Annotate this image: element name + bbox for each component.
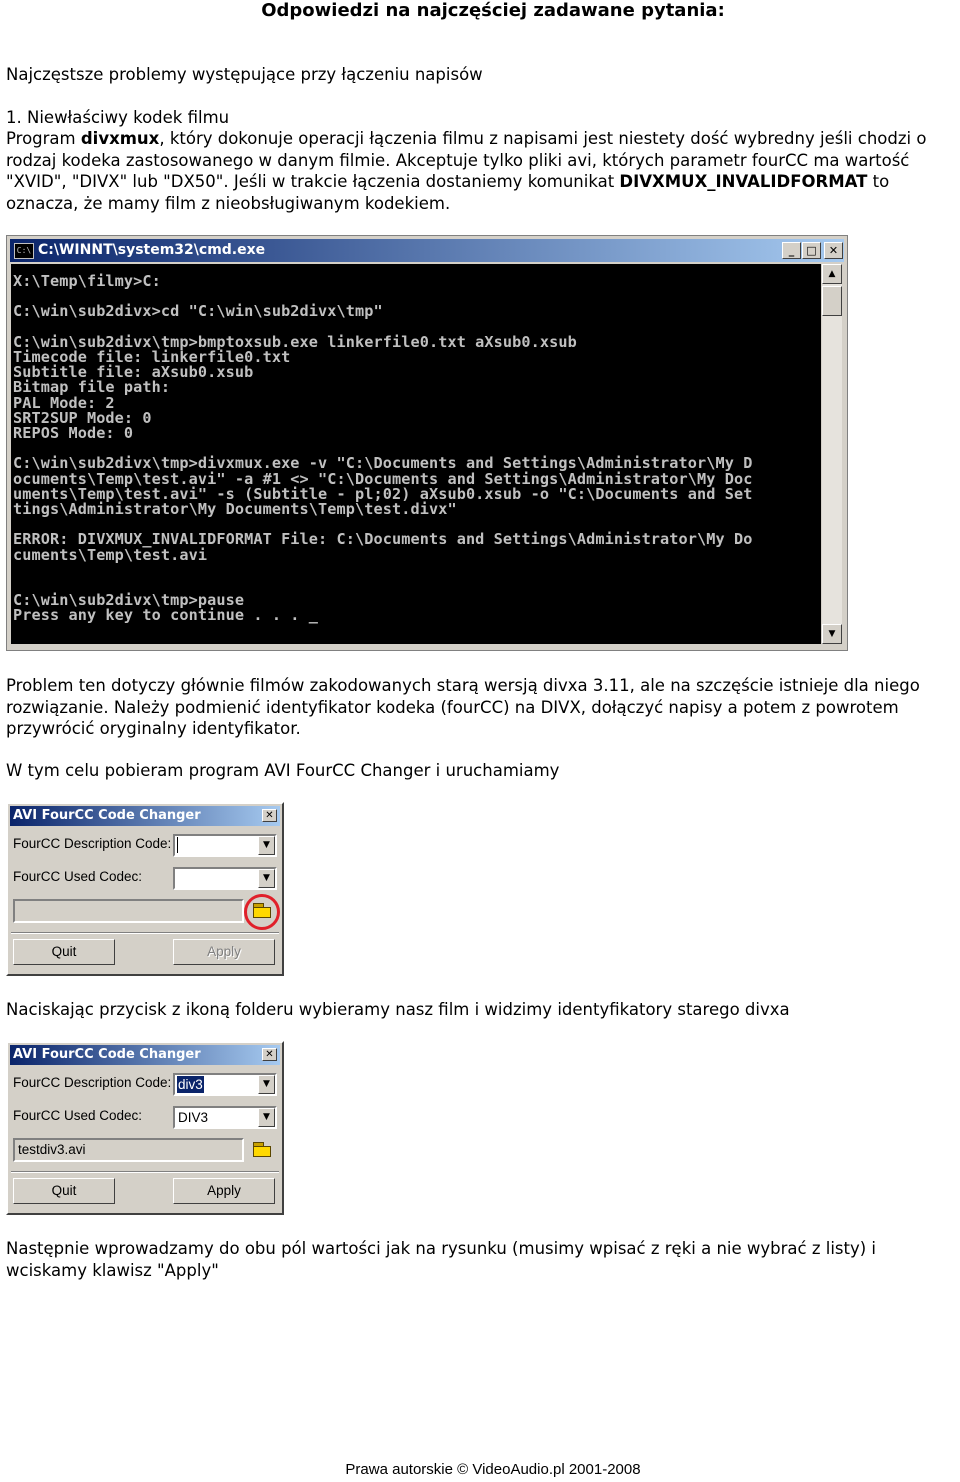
file-path-field [13, 899, 244, 923]
description-code-combo[interactable] [173, 834, 277, 857]
cmd-titlebar [10, 239, 844, 262]
console-scrollbar[interactable] [822, 264, 842, 644]
minimize-icon[interactable]: _ [782, 242, 801, 259]
paragraph-download: W tym celu pobieram program AVI FourCC Changer i uruchamiamy [6, 761, 560, 780]
fourcc-dialog-loaded [6, 1041, 284, 1215]
paragraph-problem: Problem ten dotyczy głównie filmów zakodowanych starą wersją divxa 3.11, ale na szczęście istnieje dla niego rozwiązanie. Należy podmienić identyfikator kodeka (fourCC) na DIVX, dołączyć napisy a potem z powrotem przywrócić oryginalny identyfikator. [6, 676, 920, 738]
dialog-title: AVI FourCC Code Changer [13, 808, 201, 823]
cmd-title: C:\WINNT\system32\cmd.exe [38, 242, 266, 258]
dialog-titlebar [10, 806, 280, 826]
dialog-title: AVI FourCC Code Changer [13, 1047, 201, 1062]
description-code-value [177, 837, 180, 853]
console-line: ocuments\Temp\test.avi" -a #1 <> "C:\Documents and Settings\Administrator\My Doc [13, 469, 753, 488]
used-codec-combo[interactable] [173, 867, 277, 890]
copyright-footer: Prawa autorskie © VideoAudio.pl 2001-2008 [345, 1461, 641, 1478]
apply-button[interactable]: Apply [173, 1178, 275, 1204]
console-line: C:\win\sub2divx\tmp>bmptoxsub.exe linkerfile0.txt aXsub0.xsub [13, 332, 577, 351]
description-code-combo[interactable] [173, 1073, 277, 1096]
paragraph-apply: Następnie wprowadzamy do obu pól wartości jak na rysunku (musimy wpisać z ręki a nie wybrać z listy) i wciskamy klawisz "Apply" [6, 1239, 876, 1280]
chevron-down-icon[interactable]: ▼ [258, 836, 275, 855]
intro-text: Najczęstsze problemy występujące przy łączeniu napisów [6, 65, 483, 84]
section1-paragraph: Program divxmux, który dokonuje operacji łączenia filmu z napisami jest niestety dość wybredny jeśli chodzi o rodzaj kodeka zastosowanego w danym filmie. Akceptuje tylko pliki avi, których parametr fourCC ma wartość "XVID", "DIVX" lub "DX50". Jeśli w trakcie łączenia dostaniemy komunikat DIVXMUX_INVALIDFORMAT to oznacza, że mamy film z nieobsługiwanym kodekiem. [6, 129, 927, 213]
console-line: SRT2SUP Mode: 0 [13, 408, 152, 427]
paragraph-folder: Naciskając przycisk z ikoną folderu wybieramy nasz film i widzimy identyfikatory starego divxa [6, 1000, 790, 1019]
page-title: Odpowiedzi na najczęściej zadawane pytania: [261, 0, 725, 21]
console-line: REPOS Mode: 0 [13, 424, 134, 442]
apply-button[interactable]: Apply [173, 939, 275, 965]
console-line: PAL Mode: 2 [13, 393, 115, 412]
console-line: Bitmap file path: [13, 378, 171, 397]
dialog-divider [11, 932, 279, 934]
cmd-window-screenshot [6, 235, 848, 651]
fourcc-dialog-empty [6, 802, 284, 976]
dialog-titlebar [10, 1045, 280, 1065]
file-path-field [13, 1138, 244, 1162]
cmd-icon: C:\ [14, 243, 34, 259]
console-line: Press any key to continue . . . _ [13, 606, 319, 625]
close-icon[interactable]: ✕ [824, 242, 843, 259]
used-codec-combo[interactable] [173, 1106, 277, 1129]
console-line: tings\Administrator\My Documents\Temp\test.divx" [13, 500, 457, 518]
scroll-down-icon[interactable]: ▼ [822, 624, 842, 644]
chevron-down-icon[interactable]: ▼ [258, 1108, 275, 1127]
console-line: C:\win\sub2divx\tmp>divxmux.exe -v "C:\Documents and Settings\Administrator\My D [13, 454, 753, 473]
console-line: C:\win\sub2divx>cd "C:\win\sub2divx\tmp" [13, 302, 383, 321]
console-line: uments\Temp\test.avi" -s (Subtitle - pl;02) aXsub0.xsub -o "C:\Documents and Set [13, 484, 753, 503]
open-folder-button[interactable] [250, 1139, 274, 1161]
chevron-down-icon[interactable]: ▼ [258, 1075, 275, 1094]
dialog-divider [11, 1171, 279, 1173]
maximize-icon[interactable]: □ [802, 242, 821, 259]
section1-title: 1. Niewłaściwy kodek filmu [6, 108, 230, 127]
used-codec-label: FourCC Used Codec: [13, 869, 143, 884]
scroll-thumb[interactable] [822, 286, 842, 316]
close-icon[interactable]: ✕ [262, 1048, 277, 1061]
console-line: X:\Temp\filmy>C: [13, 272, 161, 290]
description-code-label: FourCC Description Code: [13, 1075, 172, 1090]
console-line: ERROR: DIVXMUX_INVALIDFORMAT File: C:\Documents and Settings\Administrator\My Do [13, 530, 753, 549]
description-code-label: FourCC Description Code: [13, 836, 172, 851]
description-code-value[interactable]: div3 [178, 1077, 203, 1092]
file-path-value: testdiv3.avi [18, 1142, 86, 1157]
console-line: Timecode file: linkerfile0.txt [13, 348, 291, 366]
console-line: cuments\Temp\test.avi [13, 545, 208, 564]
scroll-up-icon[interactable]: ▲ [822, 264, 842, 284]
quit-button[interactable]: Quit [13, 1178, 115, 1204]
console-line: C:\win\sub2divx\tmp>pause [13, 591, 245, 610]
used-codec-label: FourCC Used Codec: [13, 1108, 143, 1123]
console-output [11, 264, 821, 644]
used-codec-value: DIV3 [178, 1110, 209, 1125]
close-icon[interactable]: ✕ [262, 809, 277, 822]
highlight-circle [244, 894, 280, 930]
console-line: Subtitle file: aXsub0.xsub [13, 363, 254, 382]
chevron-down-icon[interactable]: ▼ [258, 869, 275, 888]
quit-button[interactable]: Quit [13, 939, 115, 965]
